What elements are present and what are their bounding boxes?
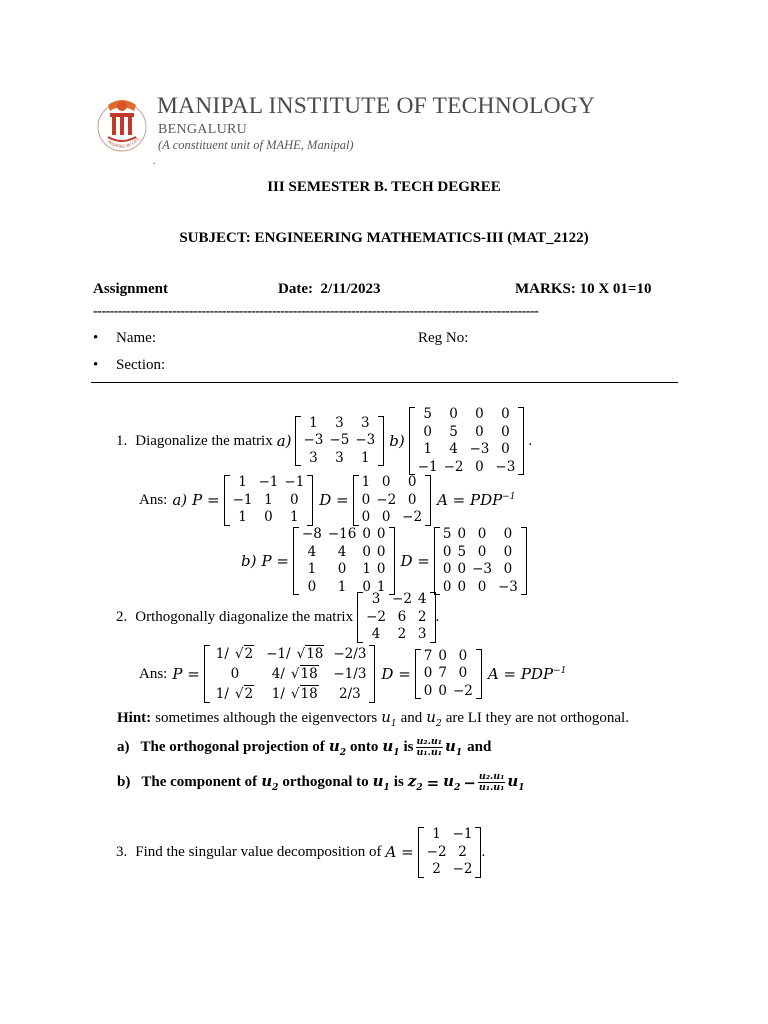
vector-u1: $u_1$	[444, 737, 463, 758]
bullet: •	[93, 357, 99, 373]
sqrt-symbol: √18	[290, 686, 318, 702]
matrix-cell: −2	[376, 491, 397, 508]
fraction-numerator: u₂.u₁	[416, 736, 442, 747]
matrix-cell: 0	[407, 474, 417, 490]
sqrt-symbol: √18	[290, 666, 318, 682]
matrix-cell: 1	[307, 561, 317, 577]
matrix-cell: 4	[307, 543, 317, 560]
hint-label: Hint:	[117, 710, 152, 726]
matrix-cell: 4	[449, 441, 458, 457]
matrix-cell: 5	[457, 543, 467, 560]
equals-sign: =	[426, 773, 440, 792]
matrix-cell: 0	[458, 665, 468, 682]
hint-part-a	[117, 737, 491, 758]
matrix-cell: 0	[376, 526, 386, 542]
matrix-cell: 0	[442, 578, 452, 595]
matrix-cell: 0	[477, 526, 487, 542]
matrix-ans1a-p	[224, 474, 314, 527]
hint-text: sometimes although the eigenvectors	[155, 710, 378, 726]
d-label: D =	[319, 491, 349, 510]
matrix-cell: −8	[301, 526, 322, 542]
hint-text: The orthogonal projection of	[140, 739, 325, 755]
vector-u1: $u_1$	[372, 772, 390, 793]
equation-text: A = PDP	[487, 665, 554, 683]
reg-no-label: Reg No:	[418, 330, 469, 346]
marks-label: MARKS: 10 X 01=10	[515, 281, 652, 297]
matrix-cell: −2/3	[333, 646, 367, 662]
institute-name: MANIPAL INSTITUTE OF TECHNOLOGY	[157, 93, 596, 119]
matrix-cell: 3	[335, 449, 344, 466]
matrix-cell: 0	[381, 509, 391, 525]
matrix-cell: 4	[417, 591, 427, 607]
part-label: b)	[241, 552, 257, 570]
matrix-cell: 1	[361, 474, 371, 490]
matrix-cell: 0	[475, 458, 484, 475]
name-label: Name:	[116, 330, 156, 346]
matrix-cell: 0	[477, 578, 487, 595]
bullet: •	[93, 330, 99, 346]
matrix-cell: 0	[503, 543, 513, 560]
question-number: 2.	[116, 608, 128, 625]
matrix-cell: −5	[329, 432, 350, 449]
projection-fraction	[478, 772, 505, 793]
hint-line	[117, 708, 629, 729]
matrix-cell: 0	[423, 423, 432, 440]
answer-label: Ans:	[139, 665, 168, 682]
d-label: D =	[381, 665, 411, 683]
d-label: D =	[400, 552, 430, 570]
matrix-cell: −1	[258, 474, 279, 490]
matrix-cell: −3	[469, 441, 490, 457]
date-field	[278, 281, 381, 298]
minus-sign: −	[463, 773, 476, 792]
matrix-cell: −2	[402, 509, 423, 525]
decomposition-equation	[437, 491, 515, 509]
matrix-cell: 6	[397, 608, 407, 625]
question-text: Diagonalize the matrix	[135, 432, 273, 449]
matrix-ans1b-d	[434, 526, 527, 596]
semester-title: III SEMESTER B. TECH DEGREE	[267, 179, 501, 195]
matrix-q2	[357, 591, 435, 644]
matrix-cell: −1	[417, 458, 438, 475]
matrix-cell: 0	[501, 423, 510, 440]
matrix-cell: 0	[337, 561, 347, 577]
matrix-cell: 0	[475, 406, 484, 422]
matrix-cell: −2	[426, 843, 447, 860]
sqrt-symbol: √18	[296, 646, 324, 662]
matrix-ans1b-p	[293, 526, 395, 596]
matrix-cell: 3	[309, 449, 318, 466]
matrix-cell: 0	[442, 561, 452, 577]
assignment-label: Assignment	[93, 281, 169, 297]
question-text: Find the singular value decomposition of	[135, 843, 382, 860]
matrix-cell: 0	[381, 474, 391, 490]
a-label: A =	[385, 843, 414, 862]
equation-text: A = PDP	[437, 491, 503, 510]
matrix-cell: 0	[361, 491, 371, 508]
matrix-ans2-d	[415, 648, 482, 701]
fraction-denominator: u₁.u₁	[478, 782, 505, 793]
matrix-cell: 0	[475, 423, 484, 440]
matrix-cell: 0	[423, 682, 433, 699]
name-field	[93, 330, 156, 347]
matrix-cell: −3	[303, 432, 324, 449]
matrix-cell: 0	[307, 578, 317, 595]
matrix-cell: 0	[477, 543, 487, 560]
sqrt-symbol: √2	[234, 646, 254, 662]
part-label: b)	[117, 774, 131, 790]
hint-text: is	[403, 739, 414, 755]
hint-text: and	[400, 710, 423, 726]
matrix-cell: 5	[423, 406, 432, 422]
matrix-cell: −3	[355, 432, 376, 449]
section-label: Section:	[116, 357, 166, 373]
vector-u2: $u_2$	[261, 772, 279, 793]
subject-title: SUBJECT: ENGINEERING MATHEMATICS-III (MAT_2122)	[179, 230, 589, 246]
matrix-cell: 1	[376, 578, 386, 595]
matrix-cell: 1	[360, 449, 370, 466]
matrix-cell: 0	[457, 561, 467, 577]
vector-u1: $u_1$	[381, 708, 397, 729]
matrix-cell: 0	[361, 509, 371, 525]
dashed-separator: -----------------------------------------------------------------------------------------------------------	[93, 304, 539, 319]
matrix-cell: 0	[407, 491, 417, 508]
matrix-cell: 0	[458, 647, 468, 664]
matrix-cell: 2	[432, 861, 441, 877]
matrix-cell: 0	[362, 543, 371, 560]
part-label: b)	[389, 432, 405, 450]
matrix-cell: −1	[452, 826, 473, 842]
matrix-cell: 0	[290, 491, 299, 508]
vector-u2: $u_2$	[426, 708, 442, 729]
matrix-cell: 1	[309, 414, 318, 431]
matrix-cell: 3	[417, 626, 427, 642]
matrix-cell: 0	[457, 578, 467, 595]
p-label: P =	[172, 665, 200, 683]
part-label: a)	[172, 491, 188, 510]
sqrt-symbol: √2	[234, 686, 254, 702]
matrix-cell: 0	[438, 682, 447, 699]
matrix-cell: −2	[443, 458, 464, 475]
matrix-cell: 1	[290, 509, 299, 525]
hint-text: and	[467, 739, 492, 755]
matrix-q1-b	[409, 406, 525, 476]
matrix-cell: 4/ √18	[260, 664, 330, 684]
matrix-ans1a-d	[353, 474, 431, 527]
matrix-cell: −3	[472, 561, 492, 577]
matrix-cell: 3	[360, 414, 370, 431]
matrix-cell: −1	[284, 474, 305, 490]
matrix-cell: 1	[423, 441, 432, 457]
part-label: a)	[117, 739, 130, 755]
matrix-cell: 0	[442, 543, 452, 560]
matrix-ans2-p	[204, 644, 376, 704]
institute-logo	[94, 93, 150, 155]
answer-2	[139, 644, 566, 704]
matrix-cell: 0	[501, 406, 510, 422]
matrix-cell: 0	[449, 406, 458, 422]
matrix-cell: −2	[452, 861, 473, 877]
matrix-cell: 5	[449, 423, 458, 440]
matrix-q1-a	[295, 415, 385, 468]
question-1	[116, 406, 532, 476]
matrix-cell: 0	[376, 561, 386, 577]
matrix-cell: 2	[397, 626, 407, 642]
matrix-cell: 1	[238, 509, 247, 525]
institute-city: BENGALURU	[158, 122, 248, 137]
matrix-cell: 3	[371, 591, 381, 607]
matrix-cell: 0	[423, 665, 433, 682]
matrix-cell: 0	[503, 561, 513, 577]
logo-motto: INSPIRED BY LIFE	[106, 136, 141, 149]
projection-fraction	[416, 737, 443, 758]
matrix-cell: −3	[495, 458, 516, 475]
question-2	[116, 591, 439, 644]
fraction-denominator: u₁.u₁	[416, 747, 442, 758]
matrix-cell: 1/ √18	[260, 684, 330, 704]
matrix-cell: 0	[457, 526, 467, 542]
matrix-cell: 1/ √2	[210, 644, 260, 664]
section-field	[93, 357, 165, 374]
matrix-cell: 3	[335, 414, 344, 431]
matrix-cell: 0	[438, 647, 447, 664]
hint-part-b	[117, 772, 525, 793]
hint-text: orthogonal to	[282, 774, 369, 790]
matrix-cell: 4	[337, 543, 347, 560]
punctuation: .	[481, 843, 486, 860]
matrix-cell: −1/ √18	[260, 644, 330, 664]
answer-label: Ans:	[139, 491, 168, 508]
matrix-cell: 2	[458, 843, 467, 860]
matrix-cell: 0	[362, 526, 371, 542]
matrix-cell: 2/3	[339, 686, 361, 702]
matrix-cell: 0	[230, 666, 240, 682]
institute-subtitle: (A constituent unit of MAHE, Manipal)	[158, 138, 354, 152]
question-number: 3.	[116, 843, 128, 860]
hint-text: The component of	[141, 774, 258, 790]
punctuation: .	[528, 432, 533, 449]
exponent: −1	[502, 492, 516, 503]
decomposition-equation	[488, 665, 566, 683]
matrix-cell: −2	[366, 608, 387, 625]
answer-1a	[139, 474, 516, 527]
matrix-cell: 1	[238, 474, 247, 490]
matrix-cell: 0	[362, 578, 371, 595]
p-label: P =	[261, 552, 289, 570]
matrix-cell: 0	[501, 441, 510, 457]
stray-mark: .	[153, 156, 156, 167]
hint-text: are LI they are not orthogonal.	[445, 710, 629, 726]
matrix-cell: 1	[362, 561, 371, 577]
question-3	[116, 826, 485, 879]
question-number: 1.	[116, 432, 128, 449]
matrix-cell: −1	[232, 491, 253, 508]
matrix-cell: −16	[327, 526, 357, 542]
vector-u2: $u_2$	[443, 772, 461, 793]
vector-u1: $u_1$	[382, 737, 400, 758]
vector-u1: $u_1$	[507, 772, 525, 793]
matrix-cell: 2	[417, 608, 427, 625]
date-value: 2/11/2023	[320, 281, 381, 297]
matrix-cell: 7	[423, 647, 433, 664]
punctuation: .	[435, 608, 440, 625]
matrix-cell: 7	[438, 665, 447, 682]
answer-1b	[241, 526, 527, 596]
vector-u2: $u_2$	[328, 737, 346, 758]
matrix-cell: 0	[503, 526, 513, 542]
hint-text: onto	[349, 739, 379, 755]
fraction-numerator: u₂.u₁	[478, 771, 505, 782]
matrix-cell: 1	[432, 826, 441, 842]
matrix-cell: 0	[264, 509, 273, 525]
date-label: Date:	[278, 281, 313, 297]
matrix-cell: 4	[371, 626, 381, 642]
horizontal-rule	[91, 382, 678, 383]
question-text: Orthogonally diagonalize the matrix	[135, 608, 354, 625]
part-label: a)	[276, 432, 292, 450]
matrix-cell: 5	[442, 526, 452, 542]
matrix-cell: −3	[497, 578, 518, 595]
matrix-cell: 0	[376, 543, 386, 560]
matrix-cell: 1	[337, 578, 347, 595]
exponent: −1	[553, 666, 567, 676]
matrix-cell: −2	[452, 682, 473, 699]
p-label: P =	[192, 491, 220, 510]
matrix-cell: 1/ √2	[210, 684, 260, 704]
matrix-cell: −2	[392, 591, 412, 607]
matrix-cell: −1/3	[333, 666, 367, 682]
vector-z2: $z_2$	[407, 772, 423, 793]
matrix-q3	[418, 826, 482, 879]
hint-text: is	[393, 774, 404, 790]
matrix-cell: 1	[264, 491, 273, 508]
